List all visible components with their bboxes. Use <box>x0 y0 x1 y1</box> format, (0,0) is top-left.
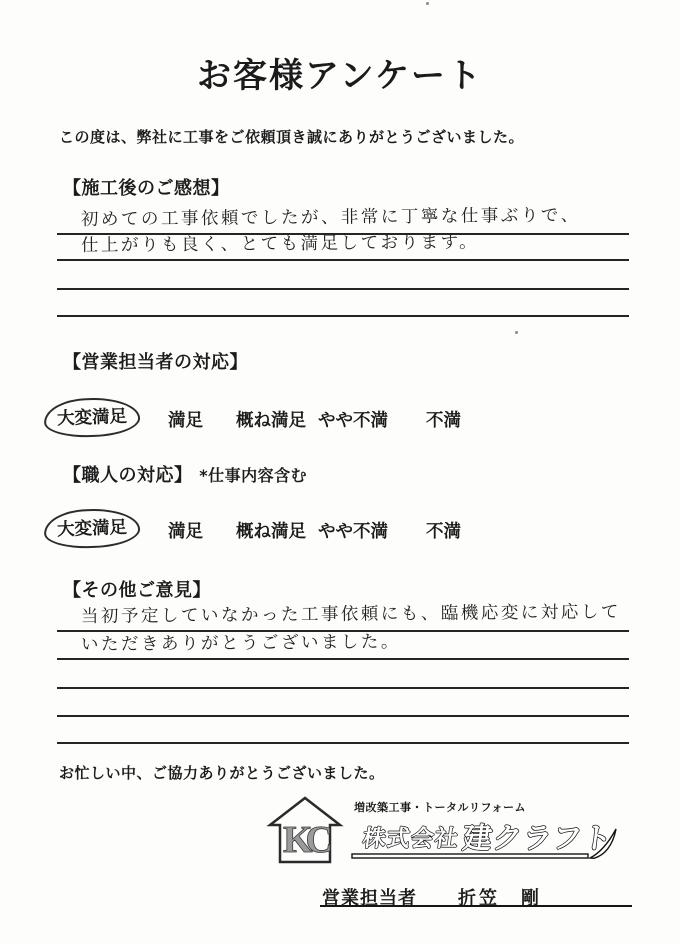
rating-option: 概ね満足 <box>236 411 306 431</box>
rating-option-selected: 大変満足 <box>56 517 128 541</box>
rating-row-craftsman <box>0 516 680 550</box>
ruled-line <box>57 689 629 717</box>
handwritten-text: いただきありがとうございました。 <box>80 632 401 656</box>
selected-circle <box>43 396 140 438</box>
signature-label: 営業担当者 <box>322 888 417 909</box>
house-kc-logo-icon <box>270 798 340 862</box>
company-name: 建クラフト <box>460 821 615 855</box>
scan-speck <box>426 2 429 5</box>
ruled-line <box>57 289 629 317</box>
company-prefix: 株式会社 <box>361 826 461 852</box>
handwritten-text: 初めての工事依頼でしたが、非常に丁寧な仕事ぶりで、 <box>80 205 581 231</box>
rating-option: 不満 <box>426 522 461 542</box>
rating-option: 満足 <box>168 522 203 542</box>
handwritten-text: 仕上がりも良く、とても満足しております。 <box>80 232 480 257</box>
logo-tagline: 増改築工事・トータルリフォーム <box>354 801 526 814</box>
company-logo <box>266 796 626 866</box>
ruled-line <box>57 632 629 660</box>
logo-monogram: KC <box>283 819 326 861</box>
section-heading-other: 【その他ご意見】 <box>63 580 211 601</box>
section-heading-impressions: 【施工後のご感想】 <box>63 178 230 199</box>
section-heading-craftsman <box>63 461 307 487</box>
heading-note: *仕事内容含む <box>199 466 308 485</box>
closing-text: お忙しい中、ご協力ありがとうございました。 <box>59 764 385 782</box>
intro-text: この度は、弊社に工事をご依頼頂き誠にありがとうございました。 <box>59 128 525 146</box>
ruled-line <box>57 233 629 261</box>
signature-underline <box>320 905 632 907</box>
rating-option-selected: 大変満足 <box>56 406 128 430</box>
rating-option: やや不満 <box>318 411 388 431</box>
selected-circle <box>43 507 140 549</box>
rating-row-sales <box>0 405 680 439</box>
ruled-line <box>57 262 629 290</box>
page-title: お客様アンケート <box>197 56 483 96</box>
section-heading-craftsman-text: 【職人の対応】 <box>63 465 193 486</box>
rating-option: 概ね満足 <box>236 522 306 542</box>
ruled-line <box>57 716 629 744</box>
signature-name: 折笠 剛 <box>458 888 542 909</box>
rating-option: 満足 <box>168 411 203 431</box>
handwritten-text: 当初予定していなかった工事依頼にも、臨機応変に対応して <box>80 602 621 628</box>
rating-option: 不満 <box>426 411 461 431</box>
logo-underline-bar <box>352 854 588 858</box>
section-heading-sales: 【営業担当者の対応】 <box>63 352 248 373</box>
rating-option: やや不満 <box>318 522 388 542</box>
ruled-line <box>57 661 629 689</box>
scan-speck <box>515 331 518 334</box>
